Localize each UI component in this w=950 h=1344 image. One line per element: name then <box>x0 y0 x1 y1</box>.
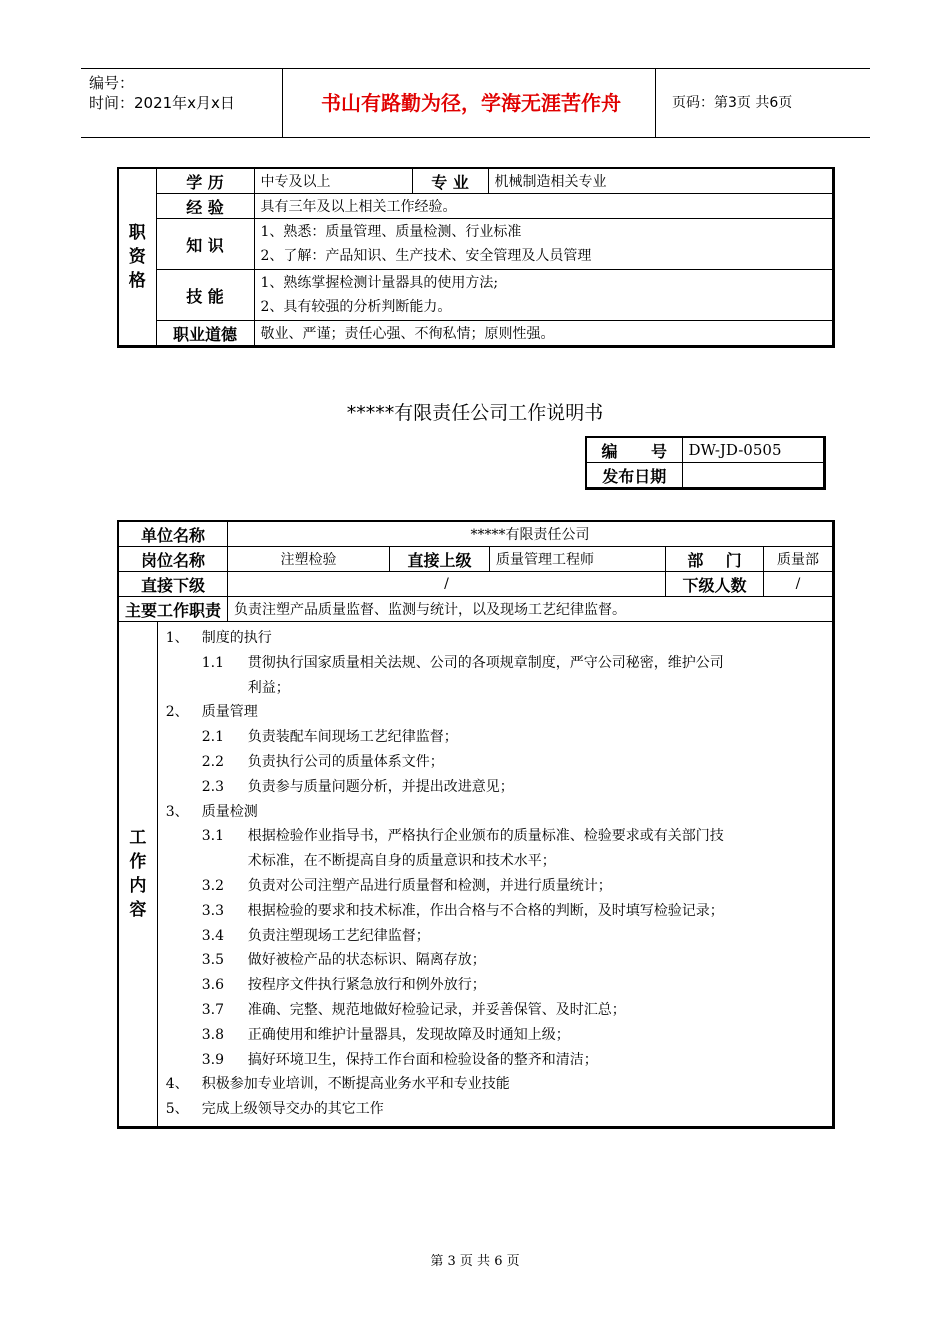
item-text: 质量管理 <box>201 704 258 721</box>
date-value <box>682 463 825 489</box>
work-content <box>157 622 833 1128</box>
item-number: 2.1 <box>201 729 225 746</box>
document-title: *****有限责任公司工作说明书 <box>346 402 604 424</box>
work-content-item <box>166 824 824 849</box>
work-content-item <box>166 800 824 825</box>
item-text: 利益； <box>247 679 290 696</box>
superior-label: 直接上级 <box>390 547 490 572</box>
item-text: 质量检测 <box>201 803 258 820</box>
header-divider <box>282 69 283 137</box>
item-number: 1、 <box>165 630 189 646</box>
item-text: 负责注塑现场工艺纪律监督； <box>247 927 430 944</box>
item-text: 负责执行公司的质量体系文件； <box>247 753 444 770</box>
education-label: 学 历 <box>156 168 254 194</box>
work-content-item <box>166 725 824 750</box>
work-content-item <box>166 1072 824 1097</box>
item-number: 5、 <box>165 1101 189 1118</box>
duty-label: 主要工作职责 <box>118 597 228 622</box>
skill-line: 2、具有较强的分析判断能力。 <box>260 299 452 315</box>
number-label: 编 号 <box>586 437 682 463</box>
work-content-item <box>166 948 824 973</box>
work-content-item <box>166 1097 824 1122</box>
qualification-side-label: 职资格 <box>118 168 156 347</box>
qualification-table <box>117 167 835 348</box>
unit-value: *****有限责任公司 <box>228 521 834 547</box>
code-label: 编号： <box>89 74 135 92</box>
item-number: 3.5 <box>201 952 225 969</box>
major-value: 机械制造相关专业 <box>488 168 834 194</box>
experience-label: 经 验 <box>156 194 254 219</box>
education-value: 中专及以上 <box>254 168 412 194</box>
item-text: 负责装配车间现场工艺纪律监督； <box>247 729 458 746</box>
item-text: 按程序文件执行紧急放行和例外放行； <box>247 977 486 994</box>
item-text: 根据检验作业指导书，严格执行企业颁布的质量标准、检验要求或有关部门技 <box>247 828 724 845</box>
item-text: 术标准，在不断提高自身的质量意识和技术水平； <box>247 853 556 870</box>
unit-label: 单位名称 <box>118 521 228 547</box>
item-number: 3.8 <box>201 1026 225 1043</box>
ethics-value: 敬业、严谨；责任心强、不徇私情；原则性强。 <box>254 321 834 347</box>
skill-label: 技 能 <box>156 270 254 321</box>
item-text: 搞好环境卫生，保持工作台面和检验设备的整齐和清洁； <box>247 1051 598 1068</box>
work-content-item <box>166 750 824 775</box>
subordinate-label: 直接下级 <box>118 572 228 597</box>
work-content-item <box>166 1023 824 1048</box>
item-text: 做好被检产品的状态标识、隔离存放； <box>247 952 486 969</box>
work-content-item <box>166 924 824 949</box>
post-value: 注塑检验 <box>228 547 390 572</box>
header-left <box>89 73 235 113</box>
page-info: 页码：第3页 共6页 <box>672 95 793 111</box>
skill-value <box>254 270 834 321</box>
motto: 书山有路勤为径，学海无涯苦作舟 <box>321 91 621 115</box>
work-content-item <box>166 775 824 800</box>
item-number: 3.1 <box>201 828 225 845</box>
ethics-label: 职业道德 <box>156 321 254 347</box>
item-number: 3.6 <box>201 977 225 994</box>
document-meta-table <box>585 436 826 490</box>
item-number: 3.7 <box>201 1001 225 1018</box>
knowledge-value <box>254 219 834 270</box>
item-text: 负责参与质量问题分析，并提出改进意见； <box>247 778 514 795</box>
work-content-item <box>166 874 824 899</box>
subordinate-value: / <box>228 572 666 597</box>
item-number: 3.3 <box>201 902 225 919</box>
knowledge-line: 2、了解：产品知识、生产技术、安全管理及人员管理 <box>260 248 592 264</box>
job-table <box>117 520 835 1129</box>
superior-value: 质量管理工程师 <box>490 547 666 572</box>
item-number: 3.4 <box>201 927 225 944</box>
item-text: 积极参加专业培训，不断提高业务水平和专业技能 <box>201 1076 510 1093</box>
item-text: 制度的执行 <box>201 630 272 646</box>
skill-line: 1、熟练掌握检测计量器具的使用方法; <box>260 275 499 291</box>
date-label: 发布日期 <box>586 463 682 489</box>
work-content-item <box>166 626 824 651</box>
item-text: 根据检验的要求和技术标准，作出合格与不合格的判断，及时填写检验记录； <box>247 902 724 919</box>
item-number: 3.9 <box>201 1051 225 1068</box>
item-text: 负责对公司注塑产品进行质量督和检测，并进行质量统计； <box>247 877 612 894</box>
item-number: 3、 <box>165 803 189 820</box>
content-side-label: 工作内容 <box>118 622 157 1128</box>
item-number: 4、 <box>165 1076 189 1093</box>
work-content-item <box>166 700 824 725</box>
sub-count-label: 下级人数 <box>666 572 764 597</box>
knowledge-label: 知 识 <box>156 219 254 270</box>
sub-count-value: / <box>764 572 834 597</box>
dept-value: 质量部 <box>764 547 834 572</box>
work-content-item <box>166 998 824 1023</box>
item-text: 正确使用和维护计量器具，发现故障及时通知上级； <box>247 1026 570 1043</box>
page-footer: 第 3 页 共 6 页 <box>430 1254 520 1269</box>
item-number: 3.2 <box>201 877 225 894</box>
item-number: 2.3 <box>201 778 225 795</box>
work-content-item <box>166 651 824 676</box>
header-divider <box>655 69 656 137</box>
item-number: 2、 <box>165 704 189 721</box>
post-label: 岗位名称 <box>118 547 228 572</box>
knowledge-line: 1、熟悉：质量管理、质量检测、行业标准 <box>260 224 522 240</box>
work-content-list <box>166 626 824 1122</box>
item-number: 2.2 <box>201 753 225 770</box>
work-content-item <box>166 849 824 874</box>
experience-value: 具有三年及以上相关工作经验。 <box>254 194 834 219</box>
work-content-item <box>166 676 824 701</box>
item-text: 完成上级领导交办的其它工作 <box>201 1101 384 1118</box>
dept-label: 部 门 <box>666 547 764 572</box>
page-header <box>81 68 870 138</box>
item-text: 准确、完整、规范地做好检验记录，并妥善保管、及时汇总； <box>247 1001 626 1018</box>
item-number: 1.1 <box>201 654 225 671</box>
time-label: 时间：2021年x月x日 <box>89 94 235 112</box>
work-content-item <box>166 1048 824 1073</box>
duty-value: 负责注塑产品质量监督、监测与统计，以及现场工艺纪律监督。 <box>228 597 834 622</box>
major-label: 专 业 <box>412 168 488 194</box>
work-content-item <box>166 973 824 998</box>
number-value: DW-JD-0505 <box>682 437 825 463</box>
work-content-item <box>166 899 824 924</box>
item-text: 贯彻执行国家质量相关法规、公司的各项规章制度，严守公司秘密，维护公司 <box>247 654 724 671</box>
